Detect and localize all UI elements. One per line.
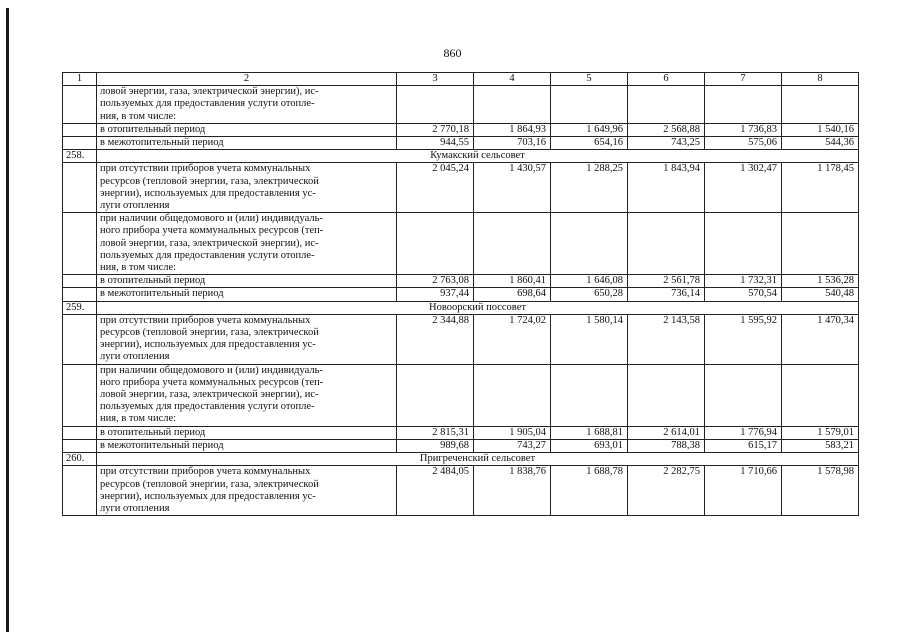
period-label: в межотопительный период (97, 288, 397, 301)
value-cell (782, 86, 859, 124)
value-cell: 1 470,34 (782, 314, 859, 364)
value-cell (782, 364, 859, 426)
row-index-cell (63, 86, 97, 124)
value-cell: 1 843,94 (628, 163, 705, 213)
description-cell (97, 86, 397, 124)
description-line: при отсутствии приборов учета коммунальных (100, 466, 311, 478)
value-cell: 2 763,08 (397, 275, 474, 288)
row-index-cell (63, 314, 97, 364)
description-cell (97, 314, 397, 364)
heating-period-row (63, 275, 859, 288)
description-line: ресурсов (тепловой энергии, газа, электрической (100, 327, 319, 339)
description-line: при наличии общедомового и (или) индивидуаль- (100, 364, 323, 376)
description-line: при отсутствии приборов учета коммунальных (100, 314, 311, 326)
value-cell (474, 86, 551, 124)
value-cell (474, 213, 551, 275)
heating-period-row (63, 123, 859, 136)
column-header: 3 (397, 73, 474, 86)
description-line: ного прибора учета коммунальных ресурсов (теп- (100, 225, 324, 237)
value-cell: 2 614,01 (628, 426, 705, 439)
description-cell (97, 213, 397, 275)
column-header: 6 (628, 73, 705, 86)
heating-period-row (63, 426, 859, 439)
value-cell: 1 732,31 (705, 275, 782, 288)
value-cell (551, 86, 628, 124)
value-cell: 1 905,04 (474, 426, 551, 439)
description-line: ловой энергии, газа, электрической энергии), ис- (100, 389, 319, 401)
description-line: луги отопления (100, 502, 170, 514)
value-cell: 1 864,93 (474, 123, 551, 136)
description-line: ния, в том числе: (100, 110, 177, 122)
value-cell: 743,25 (628, 137, 705, 150)
value-cell: 540,48 (782, 288, 859, 301)
no-meter-row (63, 314, 859, 364)
entry-index: 260. (63, 453, 97, 466)
description-line: луги отопления (100, 200, 170, 212)
value-cell (551, 213, 628, 275)
period-label: в отопительный период (97, 426, 397, 439)
off-heating-period-row (63, 137, 859, 150)
value-cell: 2 344,88 (397, 314, 474, 364)
period-label: в межотопительный период (97, 439, 397, 452)
no-meter-row (63, 466, 859, 516)
with-meter-row (63, 213, 859, 275)
value-cell: 2 282,75 (628, 466, 705, 516)
description-line: пользуемых для предоставления услуги отопле- (100, 98, 315, 110)
description-line: ловой энергии, газа, электрической энергии), ис- (100, 237, 319, 249)
row-index-cell (63, 137, 97, 150)
description-cell (97, 163, 397, 213)
value-cell (705, 86, 782, 124)
value-cell: 1 302,47 (705, 163, 782, 213)
value-cell: 1 540,16 (782, 123, 859, 136)
value-cell: 937,44 (397, 288, 474, 301)
entry-index: 258. (63, 150, 97, 163)
value-cell: 2 143,58 (628, 314, 705, 364)
value-cell: 1 860,41 (474, 275, 551, 288)
value-cell (397, 86, 474, 124)
description-line: луги отопления (100, 351, 170, 363)
value-cell: 1 578,98 (782, 466, 859, 516)
column-header: 8 (782, 73, 859, 86)
description-line: энергии), используемых для предоставления ус- (100, 187, 316, 199)
value-cell: 788,38 (628, 439, 705, 452)
row-index-cell (63, 213, 97, 275)
column-header: 1 (63, 73, 97, 86)
description-line: ловой энергии, газа, электрической энергии), ис- (100, 86, 319, 98)
value-cell: 1 288,25 (551, 163, 628, 213)
value-cell: 1 724,02 (474, 314, 551, 364)
value-cell (628, 86, 705, 124)
value-cell: 944,55 (397, 137, 474, 150)
value-cell (474, 364, 551, 426)
row-index-cell (63, 364, 97, 426)
value-cell: 743,27 (474, 439, 551, 452)
description-line: ресурсов (тепловой энергии, газа, электрической (100, 175, 319, 187)
description-line: пользуемых для предоставления услуги отопле- (100, 401, 315, 413)
description-line: ресурсов (тепловой энергии, газа, электрической (100, 478, 319, 490)
column-header: 7 (705, 73, 782, 86)
settlement-header-row (63, 453, 859, 466)
column-header: 4 (474, 73, 551, 86)
period-label: в отопительный период (97, 275, 397, 288)
value-cell: 650,28 (551, 288, 628, 301)
column-header-row (63, 73, 859, 86)
value-cell: 1 178,45 (782, 163, 859, 213)
value-cell: 1 776,94 (705, 426, 782, 439)
off-heating-period-row (63, 288, 859, 301)
row-index-cell (63, 123, 97, 136)
description-line: пользуемых для предоставления услуги отопле- (100, 249, 315, 261)
value-cell (397, 213, 474, 275)
value-cell: 2 561,78 (628, 275, 705, 288)
description-line: ния, в том числе: (100, 262, 177, 274)
description-line: ного прибора учета коммунальных ресурсов (теп- (100, 376, 324, 388)
value-cell (705, 364, 782, 426)
description-cell (97, 364, 397, 426)
value-cell (628, 364, 705, 426)
with-meter-row (63, 364, 859, 426)
value-cell: 1 688,78 (551, 466, 628, 516)
row-index-cell (63, 288, 97, 301)
value-cell: 1 649,96 (551, 123, 628, 136)
value-cell: 1 710,66 (705, 466, 782, 516)
row-index-cell (63, 275, 97, 288)
value-cell: 693,01 (551, 439, 628, 452)
value-cell: 1 536,28 (782, 275, 859, 288)
value-cell (551, 364, 628, 426)
continuation-row (63, 86, 859, 124)
value-cell (782, 213, 859, 275)
description-line: ния, в том числе: (100, 413, 177, 425)
settlement-name: Кумакский сельсовет (97, 150, 859, 163)
value-cell: 2 770,18 (397, 123, 474, 136)
row-index-cell (63, 163, 97, 213)
value-cell: 736,14 (628, 288, 705, 301)
value-cell: 698,64 (474, 288, 551, 301)
settlement-header-row (63, 301, 859, 314)
value-cell: 1 688,81 (551, 426, 628, 439)
value-cell: 1 580,14 (551, 314, 628, 364)
value-cell: 989,68 (397, 439, 474, 452)
description-line: энергии), используемых для предоставления ус- (100, 490, 316, 502)
value-cell: 1 838,76 (474, 466, 551, 516)
value-cell: 615,17 (705, 439, 782, 452)
off-heating-period-row (63, 439, 859, 452)
row-index-cell (63, 439, 97, 452)
settlement-name: Пригреченский сельсовет (97, 453, 859, 466)
value-cell (397, 364, 474, 426)
value-cell: 1 736,83 (705, 123, 782, 136)
row-index-cell (63, 426, 97, 439)
settlement-name: Новоорский поссовет (97, 301, 859, 314)
description-cell (97, 466, 397, 516)
value-cell: 570,54 (705, 288, 782, 301)
period-label: в межотопительный период (97, 137, 397, 150)
value-cell: 1 595,92 (705, 314, 782, 364)
value-cell: 2 045,24 (397, 163, 474, 213)
page-number: 860 (443, 46, 462, 60)
value-cell (628, 213, 705, 275)
value-cell (705, 213, 782, 275)
description-line: при отсутствии приборов учета коммунальных (100, 163, 311, 175)
value-cell: 544,36 (782, 137, 859, 150)
value-cell: 654,16 (551, 137, 628, 150)
entry-index: 259. (63, 301, 97, 314)
value-cell: 1 646,08 (551, 275, 628, 288)
value-cell: 2 568,88 (628, 123, 705, 136)
period-label: в отопительный период (97, 123, 397, 136)
value-cell: 2 815,31 (397, 426, 474, 439)
column-header: 5 (551, 73, 628, 86)
value-cell: 583,21 (782, 439, 859, 452)
value-cell: 575,06 (705, 137, 782, 150)
row-index-cell (63, 466, 97, 516)
value-cell: 2 484,05 (397, 466, 474, 516)
column-header: 2 (97, 73, 397, 86)
value-cell: 1 579,01 (782, 426, 859, 439)
description-line: при наличии общедомового и (или) индивидуаль- (100, 213, 323, 225)
description-line: энергии), используемых для предоставления ус- (100, 339, 316, 351)
settlement-header-row (63, 150, 859, 163)
no-meter-row (63, 163, 859, 213)
value-cell: 1 430,57 (474, 163, 551, 213)
tariff-table (62, 72, 859, 516)
value-cell: 703,16 (474, 137, 551, 150)
